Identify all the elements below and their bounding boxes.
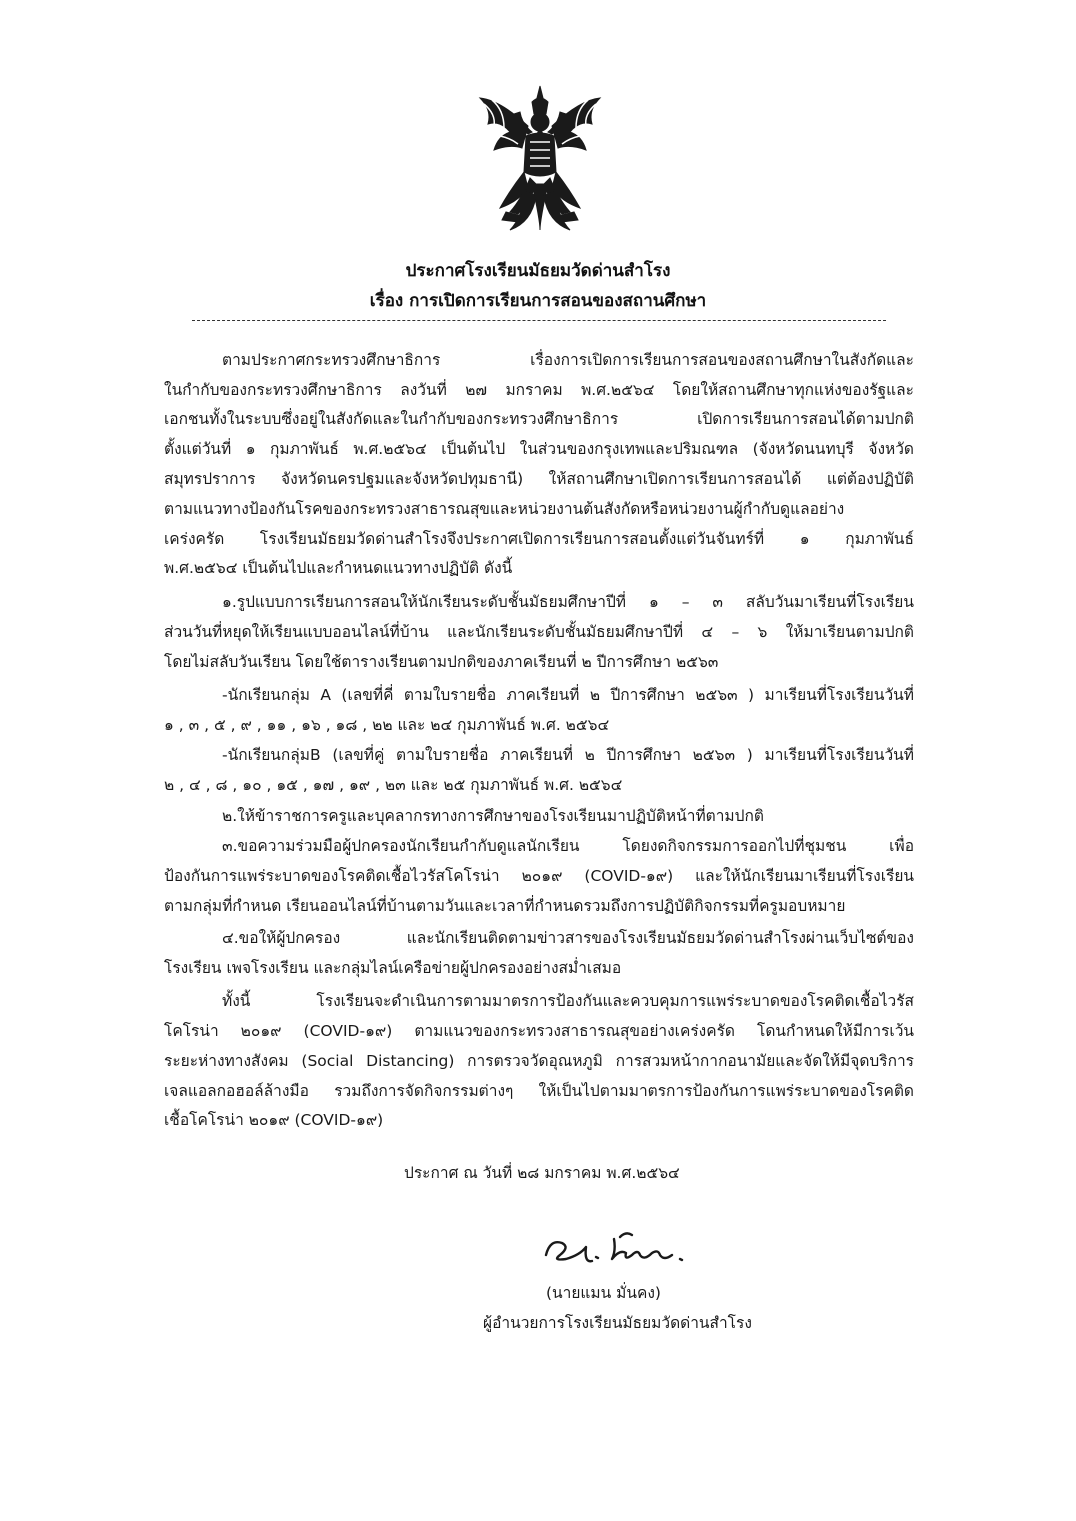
intro-line-1: ตามประกาศกระทรวงศึกษาธิการ เรื่องการเปิดการเรียนการสอนของสถานศึกษาในสังกัดและ — [222, 351, 914, 369]
group-b-line-2: ๒ , ๔ , ๘ , ๑๐ , ๑๕ , ๑๗ , ๑๙ , ๒๓ และ ๒๕ กุมภาพันธ์ พ.ศ. ๒๕๖๔ — [164, 776, 623, 794]
intro-line-6: ตามแนวทางป้องกันโรคของกระทรวงสาธารณสุขและหน่วยงานต้นสังกัดหรือหน่วยงานผู้กำกับดูแลอย่าง — [164, 500, 845, 518]
closing-line-5: เชื้อโคโรน่า ๒๐๑๙ (COVID-๑๙) — [164, 1111, 384, 1129]
item1-line-1: ๑.รูปแบบการเรียนการสอนให้นักเรียนระดับชั้นมัธยมศึกษาปีที่ ๑ – ๓ สลับวันมาเรียนที่โรงเรียน — [222, 593, 914, 611]
item1-line-3: โดยไม่สลับวันเรียน โดยใช้ตารางเรียนตามปกติของภาคเรียนที่ ๒ ปีการศึกษา ๒๕๖๓ — [164, 653, 719, 671]
announcement-subject: เรื่อง การเปิดการเรียนการสอนของสถานศึกษา — [369, 291, 707, 311]
item4-line-1: ๔.ขอให้ผู้ปกครอง และนักเรียนติดตามข่าวสารของโรงเรียนมัธยมวัดด่านสำโรงผ่านเว็บไซต์ของ — [222, 929, 914, 947]
item3-line-3: ตามกลุ่มที่กำหนด เรียนออนไลน์ที่บ้านตามวันและเวลาที่กำหนดรวมถึงการปฏิบัติกิจกรรมที่ครูมอบหมาย — [164, 897, 846, 915]
signer-name: (นายแมน มั่นคง) — [546, 1284, 661, 1302]
intro-line-4: ตั้งแต่วันที่ ๑ กุมภาพันธ์ พ.ศ.๒๕๖๔ เป็นต้นไป ในส่วนของกรุงเทพและปริมณฑล (จังหวัดนนทบุรี จังหวัด — [164, 440, 914, 458]
item4-line-2: โรงเรียน เพจโรงเรียน และกลุ่มไลน์เครือข่ายผู้ปกครองอย่างสม่ำเสมอ — [164, 959, 622, 977]
closing-line-2: โคโรน่า ๒๐๑๙ (COVID-๑๙) ตามแนวของกระทรวงสาธารณสุขอย่างเคร่งครัด โดนกำหนดให้มีการเว้น — [164, 1022, 914, 1040]
item2-line-1: ๒.ให้ข้าราชการครูและบุคลากรทางการศึกษาของโรงเรียนมาปฏิบัติหน้าที่ตามปกติ — [222, 807, 764, 825]
announcement-date: ประกาศ ณ วันที่ ๒๘ มกราคม พ.ศ.๒๕๖๔ — [404, 1164, 680, 1182]
group-a-line-2: ๑ , ๓ , ๕ , ๙ , ๑๑ , ๑๖ , ๑๘ , ๒๒ และ ๒๔ กุมภาพันธ์ พ.ศ. ๒๕๖๔ — [164, 716, 610, 734]
handwritten-signature-icon — [540, 1225, 710, 1275]
group-a-line-1: -นักเรียนกลุ่ม A (เลขที่คี่ ตามใบรายชื่อ ภาคเรียนที่ ๒ ปีการศึกษา ๒๕๖๓ ) มาเรียนที่โรงเรียนวันที่ — [222, 686, 914, 704]
closing-line-1: ทั้งนี้ โรงเรียนจะดำเนินการตามมาตรการป้องกันและควบคุมการแพร่ระบาดของโรคติดเชื้อไวรัส — [222, 992, 914, 1010]
intro-line-2: ในกำกับของกระทรวงศึกษาธิการ ลงวันที่ ๒๗ มกราคม พ.ศ.๒๕๖๔ โดยให้สถานศึกษาทุกแห่งของรัฐและ — [164, 381, 914, 399]
intro-line-8: พ.ศ.๒๕๖๔ เป็นต้นไปและกำหนดแนวทางปฏิบัติ ดังนี้ — [164, 559, 513, 577]
garuda-emblem-icon — [470, 80, 610, 240]
item1-line-2: ส่วนวันที่หยุดให้เรียนแบบออนไลน์ที่บ้าน และนักเรียนระดับชั้นมัธยมศึกษาปีที่ ๔ – ๖ ให้มาเรียนตามปกติ — [164, 623, 914, 641]
intro-line-5: สมุทรปราการ จังหวัดนครปฐมและจังหวัดปทุมธานี) ให้สถานศึกษาเปิดการเรียนการสอนได้ แต่ต้องปฏิบัติ — [164, 470, 914, 488]
item3-line-1: ๓.ขอความร่วมมือผู้ปกครองนักเรียนกำกับดูแลนักเรียน โดยงดกิจกรรมการออกไปที่ชุมชน เพื่อ — [222, 837, 914, 855]
closing-line-3: ระยะห่างทางสังคม (Social Distancing) การตรวจวัดอุณหภูมิ การสวมหน้ากากอนามัยและจัดให้มีจุดบริการ — [164, 1052, 914, 1070]
intro-line-3: เอกชนทั้งในระบบซึ่งอยู่ในสังกัดและในกำกับของกระทรวงศึกษาธิการ เปิดการเรียนการสอนได้ตามปกติ — [164, 410, 914, 428]
group-b-line-1: -นักเรียนกลุ่มB (เลขที่คู่ ตามใบรายชื่อ ภาคเรียนที่ ๒ ปีการศึกษา ๒๕๖๓ ) มาเรียนที่โรงเรียนวันที่ — [222, 746, 914, 764]
signer-position: ผู้อำนวยการโรงเรียนมัธยมวัดด่านสำโรง — [483, 1314, 752, 1332]
closing-line-4: เจลแอลกอฮอล์ล้างมือ รวมถึงการจัดกิจกรรมต่างๆ ให้เป็นไปตามมาตรการป้องกันการแพร่ระบาดของโรคติด — [164, 1082, 914, 1100]
intro-line-7: เคร่งครัด โรงเรียนมัธยมวัดด่านสำโรงจึงประกาศเปิดการเรียนการสอนตั้งแต่วันจันทร์ที่ ๑ กุมภาพันธ์ — [164, 530, 914, 548]
item3-line-2: ป้องกันการแพร่ระบาดของโรคติดเชื้อไวรัสโคโรน่า ๒๐๑๙ (COVID-๑๙) และให้นักเรียนมาเรียนที่โรงเรียน — [164, 867, 914, 885]
dashed-divider — [192, 320, 886, 321]
announcement-title: ประกาศโรงเรียนมัธยมวัดด่านสำโรง — [405, 261, 671, 281]
